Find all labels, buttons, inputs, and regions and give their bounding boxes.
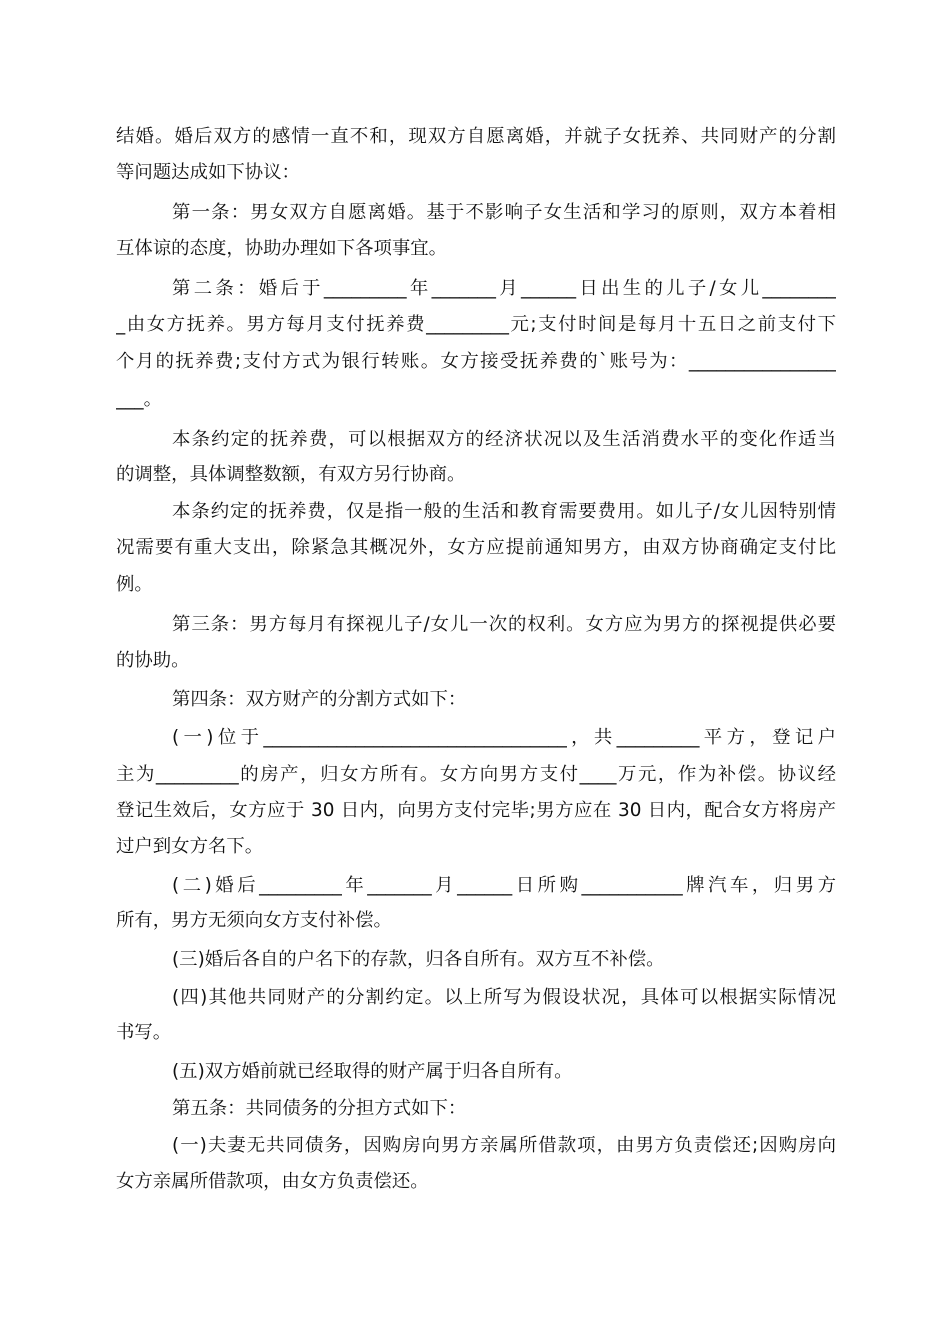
article-4-item-4-line-1: (四)其他共同财产的分割约定。以上所写为假设状况，具体可以根据实际情况 (172, 987, 836, 1008)
article-4-item-1-line-1: (一)位于_________________________________，共_________平方，登记户 (172, 727, 836, 748)
article-4-item-4-line-2: 书写。 (116, 1022, 172, 1043)
paragraph-intro-line-2: 等问题达成如下协议： (116, 162, 300, 183)
article-4-item-2-line-2: 所有，男方无须向女方支付补偿。 (116, 910, 392, 931)
expense-clause-line-2: 况需要有重大支出，除紧急其概况外，女方应提前通知男方，由双方协商确定支付比 (116, 537, 836, 558)
article-4-item-1-line-4: 过户到女方名下。 (116, 836, 264, 857)
article-4-item-5: (五)双方婚前就已经取得的财产属于归各自所有。 (172, 1061, 573, 1082)
article-5-heading: 第五条：共同债务的分担方式如下： (172, 1098, 467, 1119)
article-2-line-2: _由女方抚养。男方每月支付抚养费_________元;支付时间是每月十五日之前支付下 (116, 314, 836, 335)
article-2-line-4: ___。 (116, 389, 162, 410)
article-4-item-3: (三)婚后各自的户名下的存款，归各自所有。双方互不补偿。 (172, 949, 665, 970)
article-2-line-3: 个月的抚养费;支付方式为银行转账。女方接受抚养费的`账号为：________________ (116, 351, 836, 372)
expense-clause-line-3: 例。 (116, 574, 153, 595)
article-5-item-1-line-1: (一)夫妻无共同债务，因购房向男方亲属所借款项，由男方负责偿还;因购房向 (172, 1135, 836, 1156)
article-1-line-2: 互体谅的态度，协助办理如下各项事宜。 (116, 238, 448, 259)
article-5-item-1-line-2: 女方亲属所借款项，由女方负责偿还。 (116, 1171, 429, 1192)
expense-clause-line-1: 本条约定的抚养费，仅是指一般的生活和教育需要费用。如儿子/女儿因特别情 (172, 501, 836, 522)
article-1-line-1: 第一条：男女双方自愿离婚。基于不影响子女生活和学习的原则，双方本着相 (172, 202, 836, 223)
article-4-item-1-line-2: 主为_________的房产，归女方所有。女方向男方支付____万元，作为补偿。协议经 (116, 764, 836, 785)
article-2-line-1: 第二条：婚后于_________年_______月______日出生的儿子/女儿________ (172, 278, 836, 299)
paragraph-intro-line-1: 结婚。婚后双方的感情一直不和，现双方自愿离婚，并就子女抚养、共同财产的分割 (116, 126, 836, 147)
article-3-line-2: 的协助。 (116, 650, 190, 671)
article-4-item-1-line-3: 登记生效后，女方应于 30 日内，向男方支付完毕;男方应在 30 日内，配合女方将房产 (116, 800, 836, 821)
article-4-item-2-line-1: (二)婚后_________年_______月______日所购___________牌汽车，归男方 (172, 875, 836, 896)
article-4-heading: 第四条：双方财产的分割方式如下： (172, 689, 467, 710)
article-3-line-1: 第三条：男方每月有探视儿子/女儿一次的权利。女方应为男方的探视提供必要 (172, 614, 836, 635)
adjust-clause-line-1: 本条约定的抚养费，可以根据双方的经济状况以及生活消费水平的变化作适当 (172, 429, 836, 450)
adjust-clause-line-2: 的调整，具体调整数额，有双方另行协商。 (116, 464, 466, 485)
